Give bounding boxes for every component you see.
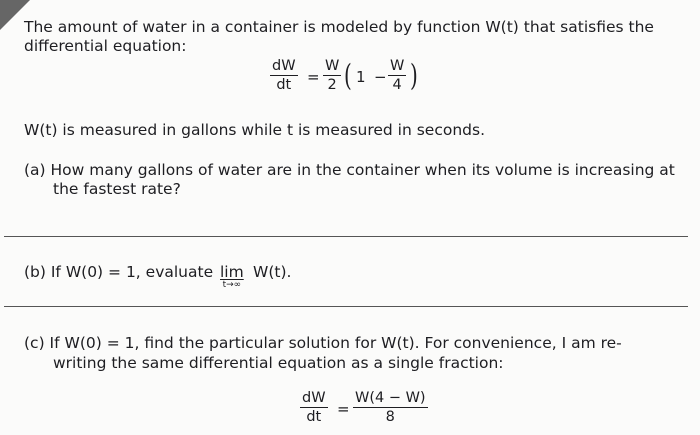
part-b-expression: W(t).	[253, 263, 292, 281]
lim-subscript: t→∞	[222, 280, 242, 290]
close-paren: )	[410, 57, 418, 93]
dw-dt-fraction	[270, 58, 298, 93]
dw-dt-fraction-2	[300, 390, 328, 425]
eq2-lhs-denominator: dt	[306, 409, 322, 426]
divider-line	[4, 236, 688, 237]
equals-sign-2: =	[337, 400, 350, 418]
eq2-rhs-denominator: 8	[385, 409, 395, 426]
part-a-line-2: the fastest rate?	[53, 180, 181, 198]
open-paren: (	[344, 57, 352, 93]
part-a-line-1: (a) How many gallons of water are in the container when its volume is increasing at	[24, 161, 675, 179]
eq1-lhs-denominator: dt	[276, 77, 292, 94]
lim-word: lim	[220, 263, 244, 281]
limit-operator	[220, 264, 244, 290]
divider-line	[4, 306, 688, 307]
part-c-line-2: writing the same differential equation as a single fraction:	[53, 354, 504, 372]
part-b-text: (b) If W(0) = 1, evaluate	[24, 263, 214, 281]
equals-sign: =	[307, 68, 320, 86]
w-over-2-fraction	[323, 58, 341, 93]
eq1-coef-denominator: 2	[327, 77, 337, 94]
intro-line-1: The amount of water in a container is modeled by function W(t) that satisfies the	[24, 18, 654, 36]
eq1-one: 1	[356, 68, 366, 86]
rhs-fraction	[353, 390, 428, 425]
minus-sign: −	[374, 68, 387, 86]
part-c-line-1: (c) If W(0) = 1, find the particular solution for W(t). For convenience, I am re-	[24, 334, 622, 352]
eq2-rhs-numerator: W(4 − W)	[355, 390, 426, 406]
eq1-inner-denominator: 4	[392, 77, 402, 94]
units-sentence: W(t) is measured in gallons while t is measured in seconds.	[24, 121, 486, 139]
eq1-coef-numerator: W	[325, 58, 340, 74]
w-over-4-fraction	[388, 58, 406, 93]
eq1-inner-numerator: W	[390, 58, 405, 74]
eq1-lhs-numerator: dW	[272, 58, 296, 74]
eq2-lhs-numerator: dW	[302, 390, 326, 406]
intro-line-2: differential equation:	[24, 37, 187, 55]
